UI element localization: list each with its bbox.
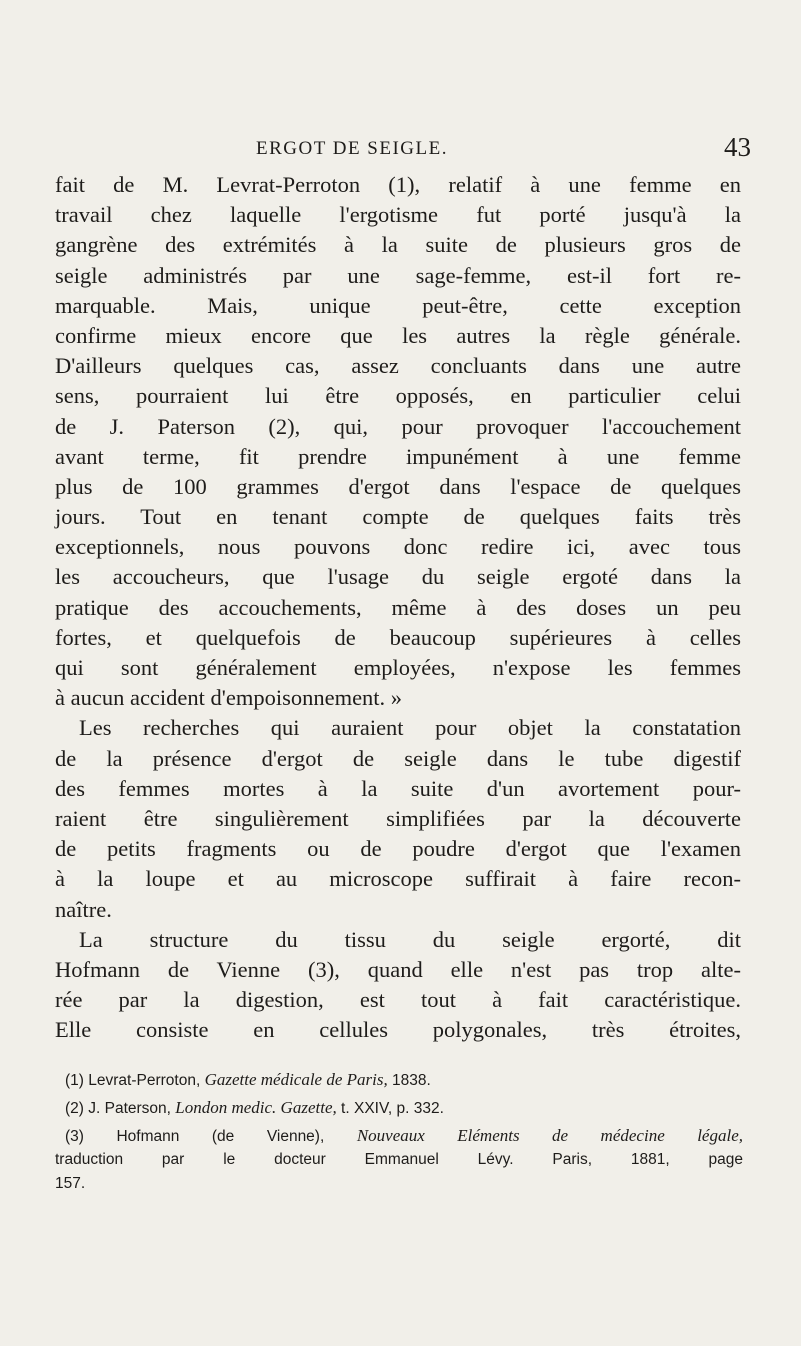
- text-line: de J. Paterson (2), qui, pour provoquer l'accouchement: [55, 413, 741, 439]
- running-title: ERGOT DE SEIGLE.: [256, 138, 448, 159]
- text-line: fortes, et quelquefois de beaucoup supérieures à celles: [55, 624, 741, 650]
- footnote-3: (3) Hofmann (de Vienne), Nouveaux Eléments de médecine légale,: [65, 1126, 743, 1145]
- text-line: marquable. Mais, unique peut-être, cette exception: [55, 292, 741, 318]
- text-line: les accoucheurs, que l'usage du seigle ergoté dans la: [55, 564, 741, 590]
- footnote-2: (2) J. Paterson, London medic. Gazette, t. XXIV, p. 332.: [65, 1098, 444, 1117]
- text-line: de la présence d'ergot de seigle dans le tube digestif: [55, 745, 741, 771]
- text-line: fait de M. Levrat-Perroton (1), relatif à une femme en: [55, 172, 741, 197]
- text-line: pratique des accouchements, même à des doses un peu: [55, 594, 741, 620]
- text-line: à la loupe et au microscope suffirait à faire recon-: [55, 866, 741, 892]
- body-text: [55, 170, 741, 1045]
- text-line: travail chez laquelle l'ergotisme fut porté jusqu'à la: [55, 202, 741, 228]
- text-line: rée par la digestion, est tout à fait caractéristique.: [55, 987, 741, 1013]
- text-line: avant terme, fit prendre impunément à une femme: [55, 443, 741, 469]
- text-line: naître.: [55, 896, 112, 922]
- footnote-3-continued: traduction par le docteur Emmanuel Lévy. Paris, 1881, page: [55, 1151, 743, 1168]
- text-line: jours. Tout en tenant compte de quelques faits très: [55, 504, 741, 530]
- footnote-1: (1) Levrat-Perroton, Gazette médicale de Paris, 1838.: [65, 1070, 431, 1089]
- text-line: seigle administrés par une sage-femme, est-il fort re-: [55, 262, 741, 288]
- text-line: qui sont généralement employées, n'expose les femmes: [55, 655, 741, 680]
- text-line: sens, pourraient lui être opposés, en particulier celui: [55, 383, 741, 409]
- text-line: plus de 100 grammes d'ergot dans l'espace de quelques: [55, 473, 741, 499]
- text-line: exceptionnels, nous pouvons donc redire ici, avec tous: [55, 534, 741, 560]
- text-line: D'ailleurs quelques cas, assez concluants dans une autre: [55, 353, 741, 379]
- text-line: à aucun accident d'empoisonnement. »: [55, 685, 403, 711]
- text-line: Elle consiste en cellules polygonales, très étroites,: [55, 1017, 741, 1043]
- text-line: de petits fragments ou de poudre d'ergot que l'examen: [55, 836, 741, 862]
- text-line: confirme mieux encore que les autres la règle générale.: [55, 322, 741, 348]
- running-head: [0, 132, 801, 166]
- footnote-3-end: 157.: [55, 1175, 86, 1192]
- text-line: gangrène des extrémités à la suite de plusieurs gros de: [55, 232, 741, 258]
- text-line: Les recherches qui auraient pour objet la constatation: [79, 715, 741, 741]
- text-line: Hofmann de Vienne (3), quand elle n'est pas trop alte-: [55, 956, 741, 982]
- text-line: La structure du tissu du seigle ergorté, dit: [79, 926, 741, 952]
- text-line: raient être singulièrement simplifiées par la découverte: [55, 805, 741, 831]
- page-number: 43: [724, 132, 751, 162]
- footnotes: [55, 1068, 743, 1196]
- text-line: des femmes mortes à la suite d'un avortement pour-: [55, 775, 741, 801]
